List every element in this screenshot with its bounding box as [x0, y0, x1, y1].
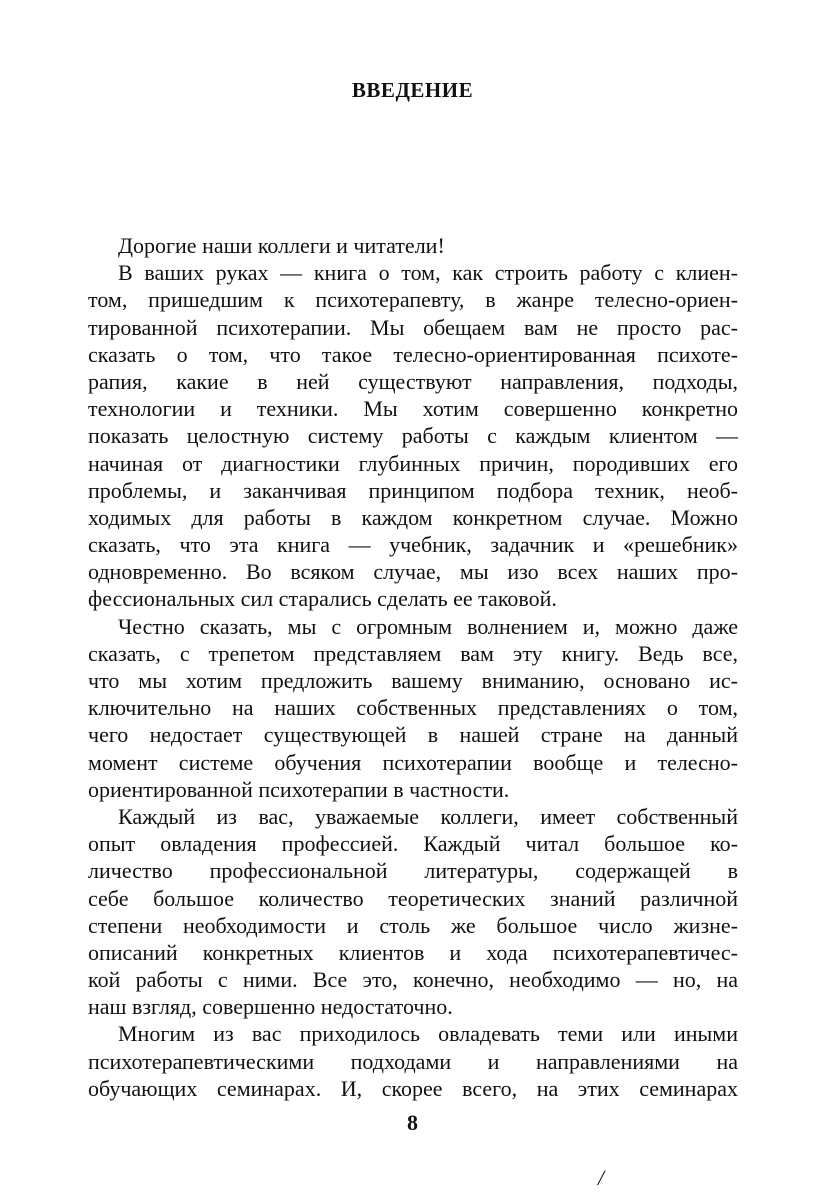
text-line: себе большое количество теоретических знаний различной [88, 885, 738, 911]
margin-mark: / [598, 1165, 605, 1190]
text-line: технологии и техники. Мы хотим совершенно конкретно [88, 396, 738, 422]
text-line: начиная от диагностики глубинных причин, породивших его [88, 450, 738, 476]
text-line: ориентированной психотерапии в частности. [88, 776, 510, 802]
text-line: обучающих семинарах. И, скорее всего, на этих семинарах [88, 1075, 738, 1101]
text-line: момент системе обучения психотерапии вообще и телесно- [88, 749, 738, 775]
text-line: том, пришедшим к психотерапевту, в жанре телесно-ориен- [88, 287, 738, 313]
text-line: Многим из вас приходилось овладевать теми или иными [118, 1021, 738, 1047]
chapter-heading: ВВЕДЕНИЕ [351, 78, 474, 102]
text-line: рапия, какие в ней существуют направления, подходы, [88, 368, 738, 394]
text-line: психотерапевтическими подходами и направлениями на [88, 1048, 738, 1074]
text-line: одновременно. Во всяком случае, мы изо всех наших про- [88, 559, 738, 585]
text-line: ходимых для работы в каждом конкретном случае. Можно [88, 504, 738, 530]
text-line: Каждый из вас, уважаемые коллеги, имеет собственный [118, 803, 738, 829]
text-line: описаний конкретных клиентов и хода психотерапевтичес- [88, 939, 738, 965]
text-line: личество профессиональной литературы, содержащей в [88, 858, 738, 884]
text-line: чего недостает существующей в нашей стране на данный [88, 722, 738, 748]
text-line: показать целостную систему работы с каждым клиентом — [88, 423, 738, 449]
text-line: В ваших руках — книга о том, как строить работу с клиен- [118, 260, 738, 286]
text-line: кой работы с ними. Все это, конечно, необходимо — но, на [88, 967, 738, 993]
page-number: 8 [407, 1110, 418, 1135]
text-line: сказать о том, что такое телесно-ориентированная психоте- [88, 341, 738, 367]
text-line: проблемы, и заканчивая принципом подбора техник, необ- [88, 477, 738, 503]
text-line: тированной психотерапии. Мы обещаем вам не просто рас- [88, 314, 738, 340]
text-line: опыт овладения профессией. Каждый читал большое ко- [88, 831, 738, 857]
text-line: ключительно на наших собственных представлениях о том, [88, 695, 738, 721]
text-line: что мы хотим предложить вашему вниманию, основано ис- [88, 668, 738, 693]
text-line: сказать, с трепетом представляем вам эту книгу. Ведь все, [88, 640, 738, 666]
text-line: сказать, что эта книга — учебник, задачник и «решебник» [88, 532, 738, 558]
text-line: наш взгляд, совершенно недостаточно. [88, 994, 453, 1020]
text-line: фессиональных сил старались сделать ее таковой. [88, 586, 557, 612]
text-line: степени необходимости и столь же большое число жизне- [88, 912, 738, 938]
body-text [88, 232, 738, 1102]
text-line: Дорогие наши коллеги и читатели! [118, 233, 445, 258]
text-line: Честно сказать, мы с огромным волнением и, можно даже [118, 613, 738, 639]
